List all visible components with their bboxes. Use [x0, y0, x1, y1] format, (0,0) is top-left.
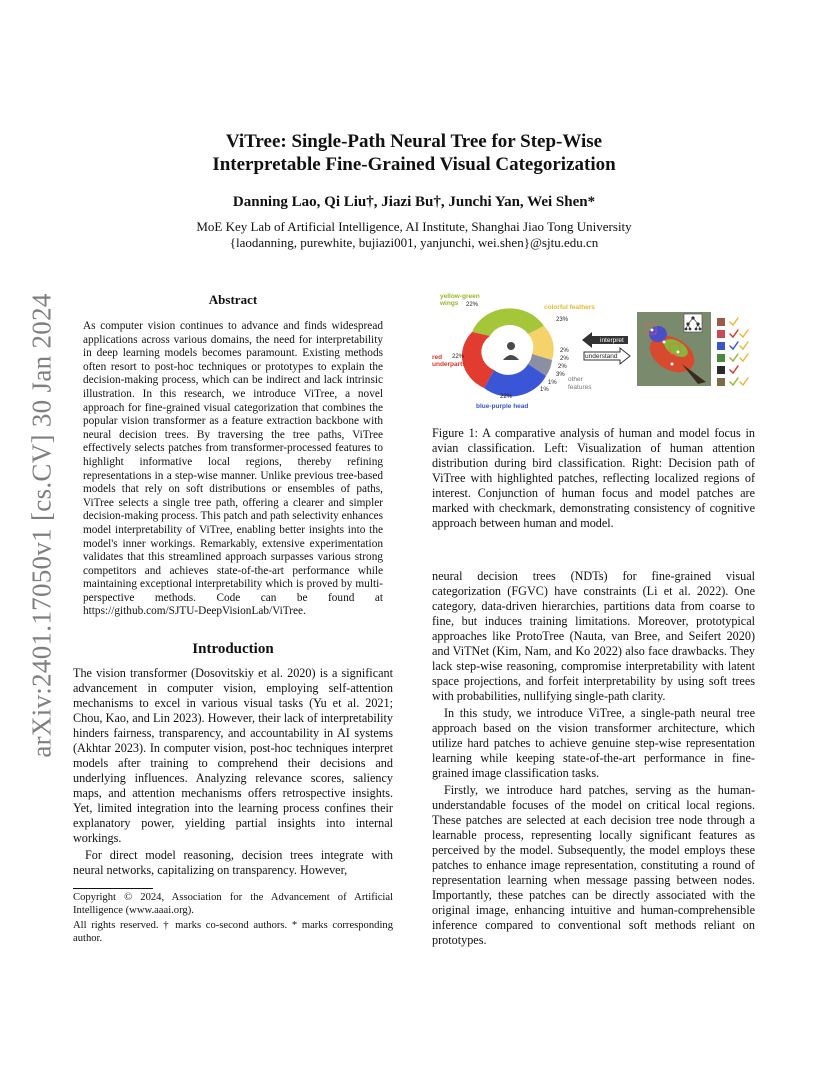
check-icon-4a — [730, 354, 738, 361]
title-line-1: ViTree: Single-Path Neural Tree for Step-Wise — [225, 131, 603, 152]
title-block — [100, 130, 728, 251]
label-blue-purple-head: blue-purple head — [476, 403, 529, 410]
label-other-line1: other — [568, 376, 583, 383]
affiliation-line: MoE Key Lab of Artificial Intelligence, AI Institute, Shanghai Jiao Tong University — [196, 219, 632, 234]
pct-small-6: 1% — [540, 387, 549, 393]
introduction-heading: Introduction — [192, 641, 274, 658]
pct-yellow-green: 22% — [466, 302, 479, 308]
email-line: {laodanning, purewhite, bujiazi001, yanjunchi, wei.shen}@sjtu.edu.cn — [229, 235, 599, 250]
patch-6 — [717, 378, 725, 386]
patch-2 — [717, 330, 725, 338]
patch-3 — [717, 342, 725, 350]
pct-colorful: 23% — [556, 317, 569, 323]
pct-blue: 22% — [500, 394, 513, 400]
arxiv-identifier-text: arXiv:2401.17050v1 [cs.CV] 30 Jan 2024 — [26, 292, 57, 758]
affiliation — [100, 219, 728, 251]
footnote-authors: All rights reserved. † marks co-second authors. * marks corresponding author. — [73, 920, 393, 944]
right-column — [432, 290, 755, 948]
intro-paragraph-2: For direct model reasoning, decision trees integrate with neural networks, capitalizing on transparency. However, — [73, 848, 393, 878]
label-red-line1: red — [432, 354, 443, 361]
pct-red: 22% — [452, 354, 465, 360]
label-red-line2: underparts — [432, 361, 466, 368]
patch-4 — [717, 354, 725, 362]
paper-title — [100, 130, 728, 176]
right-paragraph-3: Firstly, we introduce hard patches, serving as the human-understandable focuses of the model on critical local regions. These patches are selected at each decision tree node through a learnable process, representing locally significant features as perceived by the model. Subsequently, the model employs these patches to enhance image representation, constituting a round of representation learning when message passing between nodes. Importantly, these patches can be directly associated with the original image, enhancing intuitive and human-comprehensible inference compared to conventional soft methods reliant on prototypes. — [432, 783, 755, 947]
check-icon-6b — [740, 378, 748, 385]
author-list: Danning Lao, Qi Liu†, Jiazi Bu†, Junchi Yan, Wei Shen* — [232, 194, 596, 210]
title-line-2: Interpretable Fine-Grained Visual Categorization — [212, 154, 616, 175]
left-column — [73, 292, 393, 945]
check-icon-6a — [730, 378, 738, 385]
pct-small-3: 2% — [558, 364, 567, 370]
donut-center — [491, 334, 531, 370]
right-body-text — [432, 569, 755, 948]
footnote-rule — [73, 888, 153, 889]
decision-tree-icon — [684, 314, 702, 332]
check-icon-2b — [740, 330, 748, 337]
attention-donut-chart — [462, 308, 554, 396]
patch-1 — [717, 318, 725, 326]
check-icon-1 — [730, 318, 738, 325]
patch-5 — [717, 366, 725, 374]
right-paragraph-1: neural decision trees (NDTs) for fine-grained visual categorization (FGVC) have constraints (Li et al. 2022). One category, data-driven hierarchies, partitions data from coarse to fine, but induces training limitations. Moreover, prototypical approaches like ProtoTree (Nauta, van Bree, and Seifert 2020) and ViTNet (Kim, Nam, and Ko 2022) also face drawbacks. They lack step-wise reasoning, compromise interpretability with latent space projections, and forfeit interpretability by using soft trees with probabilities, nullifying single-path clarity. — [432, 569, 755, 703]
arrow-label-interpret: interpret — [600, 337, 624, 344]
arxiv-identifier — [22, 290, 62, 760]
abstract-heading: Abstract — [208, 292, 258, 307]
interpret-understand-arrows — [582, 332, 630, 364]
check-icon-2a — [730, 330, 738, 337]
label-yellow-green-line1: yellow-green — [440, 293, 480, 300]
figure-1-caption: Figure 1: A comparative analysis of human and model focus in avian classification. Left: Visualization of human attention distribution during bird classification. Right: Decision path of ViTree with highlighted patches, reflecting localized regions of interest. Conjunction of human focus and model patches are marked with checkmark, demonstrating consistency of cognitive approach between human and model. — [432, 426, 755, 530]
label-colorful-feathers: colorful feathers — [544, 304, 595, 311]
figure-1 — [432, 290, 755, 416]
right-paragraph-2: In this study, we introduce ViTree, a single-path neural tree approach based on the vision transformer architecture, which utilize hard patches to achieve genuine step-wise representation learning while keeping state-of-the-art performance in fine-grained image classification tasks. — [432, 706, 755, 780]
figure-1-graphic — [432, 290, 755, 416]
pct-small-4: 3% — [556, 372, 565, 378]
abstract-text: As computer vision continues to advance and finds widespread applications across various domains, the need for interpretability in deep learning models becomes paramount. Existing methods often resort to post-hoc techniques or prototypes to explain the decision-making process, which can be indirect and lack intrinsic illustration. In this research, we introduce ViTree, a novel approach for fine-grained visual categorization that combines the popular vision transformer as a feature extraction backbone with neural decision trees. By traversing the tree paths, ViTree effectively selects patches from transformer-processed features to highlight informative local regions, thereby refining representations in a step-wise manner. Unlike previous tree-based models that rely on soft distributions or ensembles of paths, ViTree selects a single tree path, offering a clearer and simpler decision-making process. This patch and path selectivity enhances model interpretability of ViTree, enabling better insights into the model's inner workings. Remarkably, extensive experimentation validates that this streamlined approach surpasses various strong competitors and achieves state-of-the-art performance while maintaining exceptional interpretability which is proved by multi-perspective methods. Code can be found at https://github.com/SJTU-DeepVisionLab/ViTree. — [83, 320, 383, 618]
label-other-line2: features — [568, 384, 592, 391]
intro-paragraph-1: The vision transformer (Dosovitskiy et al. 2020) is a significant advancement in computer vision, employing self-attention mechanisms to excel in various visual tasks (Yu et al. 2021; Chou, Kao, and Lin 2023). However, their lack of interpretability hinders fairness, transparency, and accountability in AI systems (Akhtar 2023). In computer vision, post-hoc techniques interpret models after training to comprehend their decisions and underlying influences. Analyzing relevance scores, saliency maps, and attention mechanisms offers retrospective insights. Yet, limited integration into the learning process confines their explanatory power, yielding partial insights into internal workings. — [73, 666, 393, 846]
pct-small-1: 2% — [560, 348, 569, 354]
arrow-label-understand: understand — [585, 353, 618, 360]
pct-small-2: 2% — [560, 356, 569, 362]
check-icon-3b — [740, 342, 748, 349]
patch-checklist — [717, 318, 748, 386]
check-icon-4b — [740, 354, 748, 361]
label-yellow-green-line2: wings — [440, 300, 459, 307]
pct-small-5: 1% — [548, 380, 557, 386]
check-icon-5 — [730, 366, 738, 373]
person-icon — [507, 342, 515, 350]
check-icon-3a — [730, 342, 738, 349]
footnote-copyright: Copyright © 2024, Association for the Advancement of Artificial Intelligence (www.aaai.org). — [73, 892, 393, 916]
